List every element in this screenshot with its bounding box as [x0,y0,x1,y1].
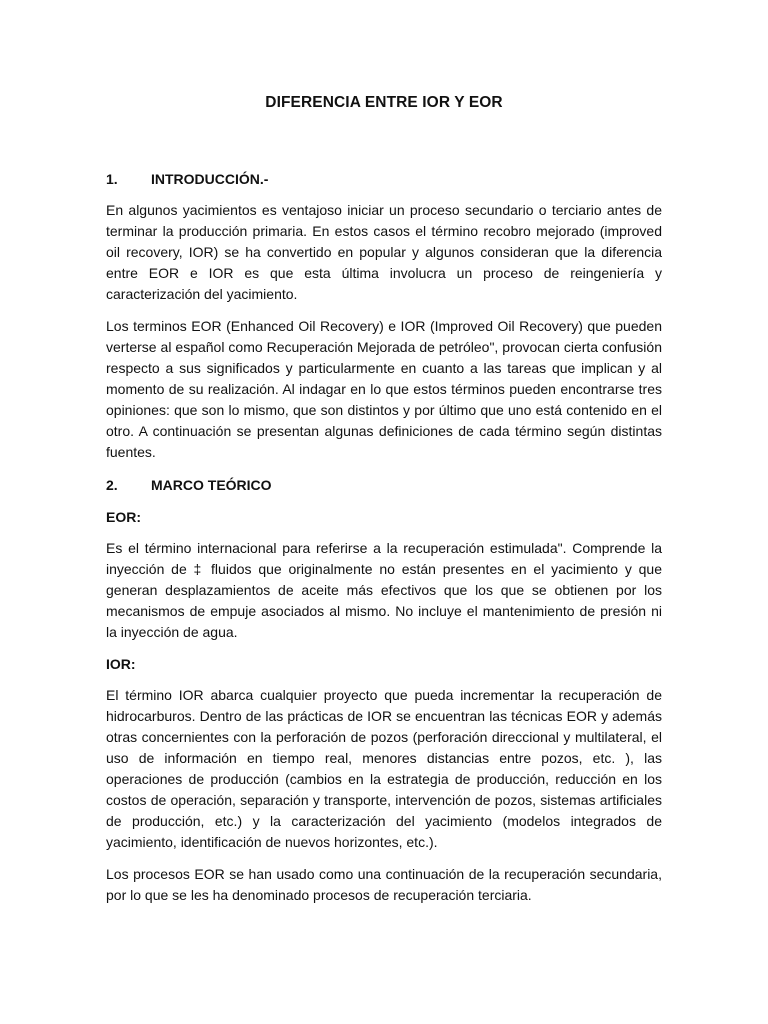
section-1-number: 1. [106,171,118,187]
section-2-number: 2. [106,477,118,493]
ior-paragraph-2: Los procesos EOR se han usado como una continuación de la recuperación secundaria, por lo que se les ha denominado procesos de recuperación terciaria. [106,866,662,903]
section-1-heading [106,169,662,189]
document-title: DIFERENCIA ENTRE IOR Y EOR [265,94,503,111]
section-1-title: INTRODUCCIÓN.- [151,171,269,187]
ior-subheading: IOR: [106,656,136,672]
ior-paragraph-1: El término IOR abarca cualquier proyecto que pueda incrementar la recuperación de hidrocarburos. Dentro de las prácticas de IOR se encuentran las técnicas EOR y además otras concernientes con la perforación de pozos (perforación direccional y multilateral, el uso de información en tiempo real, menores distancias entre pozos, etc. ), las operaciones de producción (cambios en la estrategia de producción, reducción en los costos de operación, separación y transporte, intervención de pozos, sistemas artificiales de producción, etc.) y la caracterización del yacimiento (modelos integrados de yacimiento, identificación de nuevos horizontes, etc.). [106,687,662,850]
intro-paragraph-2: Los terminos EOR (Enhanced Oil Recovery) e IOR (Improved Oil Recovery) que pueden verterse al español como Recuperación Mejorada de petróleo", provocan cierta confusión respecto a sus significados y particularmente en cuanto a las tareas que implican y al momento de su realización. Al indagar en lo que estos términos pueden encontrarse tres opiniones: que son lo mismo, que son distintos y por último que uno está contenido en el otro. A continuación se presentan algunas definiciones de cada término según distintas fuentes. [106,318,662,460]
intro-paragraph-1: En algunos yacimientos es ventajoso iniciar un proceso secundario o terciario antes de terminar la producción primaria. En estos casos el término recobro mejorado (improved oil recovery, IOR) se ha convertido en popular y algunos consideran que la diferencia entre EOR e IOR es que esta última involucra un proceso de reingeniería y caracterización del yacimiento. [106,202,662,302]
eor-subheading: EOR: [106,509,141,525]
eor-paragraph: Es el término internacional para referirse a la recuperación estimulada". Comprende la inyección de ‡ fluidos que originalmente no están presentes en el yacimiento y que generan desplazamientos de aceite más efectivos que los que se obtienen por los mecanismos de empuje asociados al mismo. No incluye el mantenimiento de presión ni la inyección de agua. [106,540,662,640]
section-2-heading [106,475,662,495]
section-2-title: MARCO TEÓRICO [151,477,272,493]
